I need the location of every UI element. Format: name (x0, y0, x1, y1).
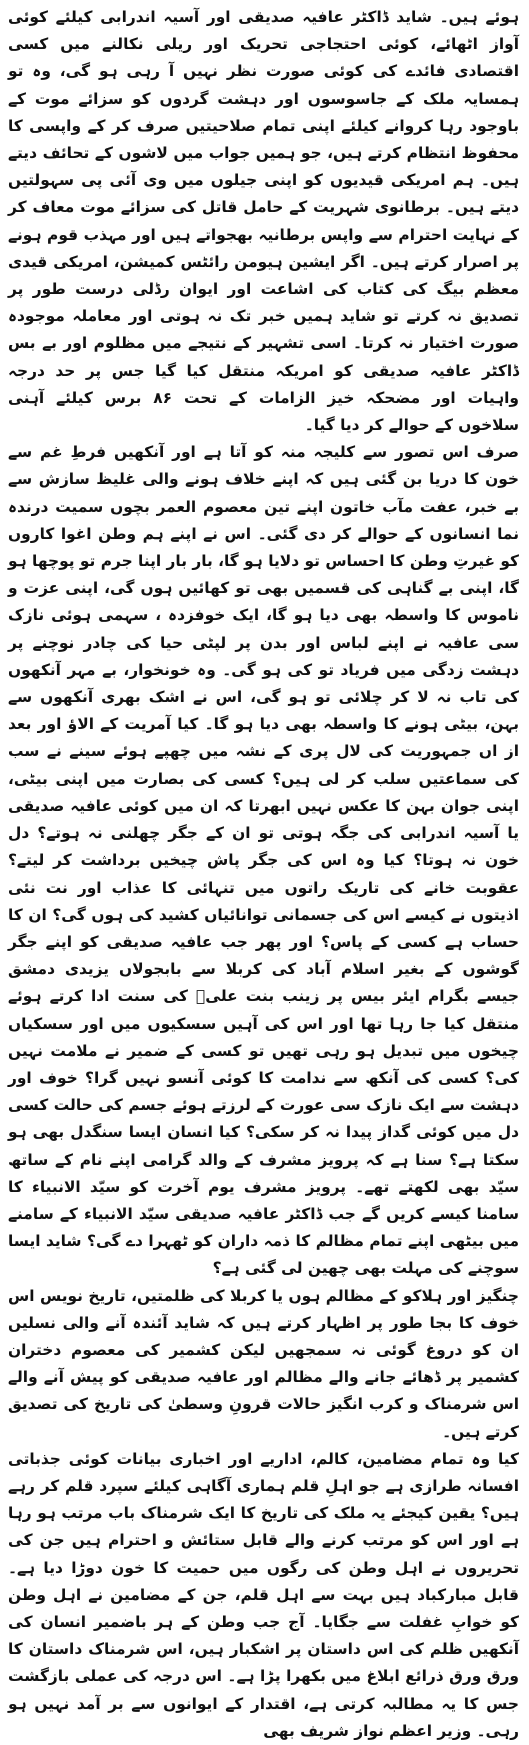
article-paragraph: چنگیز اور ہلاکو کے مظالم ہوں یا کربلا کی ظلمتیں، تاریخ نویس اس خوف کا بجا طور پر اظہار کرتے ہیں کہ شاید آئندہ آنے والی نسلیں ان کو دروغ گوئی نہ سمجھیں لیکن کشمیر کی معصوم دختران کشمیر پر ڈھائے جانے والے مظالم اور عافیہ صدیقی کو پیش آنے والے اس شرمناک و کرب انگیز حالات قرونِ وسطیٰ کی تاریخ کی تصدیق کرتے ہیں۔ (8, 1286, 519, 1441)
article-paragraph: کیا وہ تمام مضامین، کالم، اداریے اور اخباری بیانات کوئی جذباتی افسانہ طرازی ہے جو اہلِ قلم ہماری آگاہی کیلئے سپرد قلم کر رہے ہیں؟ یقین کیجئے یہ ملک کی تاریخ کا ایک شرمناک باب مرتب ہو رہا ہے اور اس کو مرتب کرنے والے قابل ستائش و احترام ہیں جن کی تحریروں نے اہل وطن کی رگوں میں حمیت کا خون دوڑا دیا ہے۔ قابل مبارکباد ہیں بہت سے اہل قلم، جن کے مضامین نے اہل وطن کو خوابِ غفلت سے جگایا۔ آج جب وطن کے ہر باضمیر انسان کی آنکھیں ظلم کی اس داستان پر اشکبار ہیں، اس شرمناک داستان کا ورق ورق ذرائع ابلاغ میں بکھرا پڑا ہے۔ اس درجہ کی عملی بازگشت جس کا یہ مطالبہ کرتی ہے، اقتدار کے ایوانوں سے بر آمد نہیں ہو رہی۔ وزیر اعظم نواز شریف بھی (8, 1449, 519, 1740)
article-paragraph: صرف اس تصور سے کلیجہ منہ کو آتا ہے اور آنکھیں فرطِ غم سے خون کا دریا بن گئی ہیں کہ اپنے خلاف ہونے والی غلیظ سازش سے بے خبر، عفت مآب خاتون اپنے تین معصوم العمر بچوں سمیت درندہ نما انسانوں کے حوالے کر دی گئی۔ اس نے اپنے ہم وطن اغوا کاروں کو غیرتِ وطن کا احساس تو دلایا ہو گا، بار بار اپنا جرم تو پوچھا ہو گا، اپنی بے گناہی کی قسمیں بھی تو کھائیں ہوں گی، اپنی عزت و ناموس کا واسطہ بھی دیا ہو گا، ایک خوفزدہ ، سہمی ہوئی نازک سی عافیہ نے اپنے لباس اور بدن پر لپٹی حیا کی چادر نوچنے پر دہشت زدگی میں فریاد تو کی ہو گی۔ وہ خونخوار، بے مہر آنکھوں کی تاب نہ لا کر چلائی تو ہو گی، اس نے اشک بھری آنکھوں سے بہن، بیٹی ہونے کا واسطہ بھی دیا ہو گا۔ کیا آمریت کے الاؤ اور بعد از اں جمہوریت کی لال پری کے نشہ میں چھپے ہوئے سینے نے سب کی سماعتیں سلب کر لی ہیں؟ کسی کی بصارت میں اپنی بیٹی، اپنی جوان بہن کا عکس نہیں ابھرتا کہ ان میں کوئی عافیہ صدیقی یا آسیہ اندرابی کی جگہ ہوتی تو ان کے جگر چھلنی نہ ہوتے؟ دل خون نہ ہوتا؟ کیا وہ اس کی جگر پاش چیخیں برداشت کر لیتے؟ عقوبت خانے کی تاریک راتوں میں تنہائی کا عذاب اور نت نئی اذیتوں نے کیسے اس کی جسمانی توانائیاں کشید کی ہوں گی؟ ان کا حساب ہے کسی کے پاس؟ اور پھر جب عافیہ صدیقی کو اپنے جگر گوشوں کے بغیر اسلام آباد کی کربلا سے بابجولاں یزیدی دمشق جیسے بگرام ایئر بیس پر زینب بنت علیؓ کی سنت ادا کرتے ہوئے منتقل کیا جا رہا تھا اور اس کی آہیں سسکیوں میں اور سسکیاں چیخوں میں تبدیل ہو رہی تھیں تو کسی کے ضمیر نے ملامت نہیں کی؟ کسی کی آنکھ سے ندامت کا کوئی آنسو نہیں گرا؟ خوف اور دہشت سے ایک نازک سی عورت کے لرزتے ہوئے جسم کی حالت کسی دل میں کوئی گداز پیدا نہ کر سکی؟ کیا انسان ایسا سنگدل بھی ہو سکتا ہے؟ سنا ہے کہ پرویز مشرف کے والد گرامی اپنے نام کے ساتھ سیّد بھی لکھتے تھے۔ پرویز مشرف یوم آخرت کو سیّد الانبیاء کا سامنا کیسے کریں گے جب ڈاکٹر عافیہ صدیقی سیّد الانبیاء کے سامنے میں بیٹھی اپنے تمام مظالم کا ذمہ داران کو ٹھہرا دے گی؟ شاید ایسا سوچنے کی مہلت بھی چھین لی گئی ہے؟ (8, 443, 519, 1278)
article-paragraph: ہوئے ہیں۔ شاید ڈاکٹر عافیہ صدیقی اور آسیہ اندرابی کیلئے کوئی آواز اٹھائے، کوئی احتجاجی تحریک اور ریلی نکالنے میں کسی اقتصادی فائدے کی کوئی صورت نظر نہیں آ رہی ہو گی، وہ تو ہمسایہ ملک کے جاسوسوں اور دہشت گردوں کو سزائے موت کے باوجود رہا کروانے کیلئے اپنی تمام صلاحیتیں صرف کر کے واپسی کا محفوظ انتظام کرتے ہیں، جو ہمیں جواب میں لاشوں کے تحائف دیتے ہیں۔ ہم امریکی قیدیوں کو اپنی جیلوں میں وی آئی پی سہولتیں دیتے ہیں۔ برطانوی شہریت کے حامل قاتل کی سزائے موت معاف کر کے نہایت احترام سے واپس برطانیہ بھجواتے ہیں اور مہذب قوم ہونے پر اصرار کرتے ہیں۔ اگر ایشین ہیومن رائٹس کمیشن، امریکی قیدی معظم بیگ کی کتاب کی اشاعت اور ایوان رڈلی درست طور پر تصدیق نہ کرتے تو شاید ہمیں خبر تک نہ ہوتی اور معاملہ موجودہ صورت اختیار نہ کرتا۔ اسی تشہیر کے نتیجے میں مظلوم اور بے بس ڈاکٹر عافیہ صدیقی کو امریکہ منتقل کیا گیا جس پر حد درجہ واہیات اور مضحکہ خیز الزامات کے تحت ۸۶ برس کیلئے آہنی سلاخوں کے حوالے کر دیا گیا۔ (8, 8, 519, 435)
